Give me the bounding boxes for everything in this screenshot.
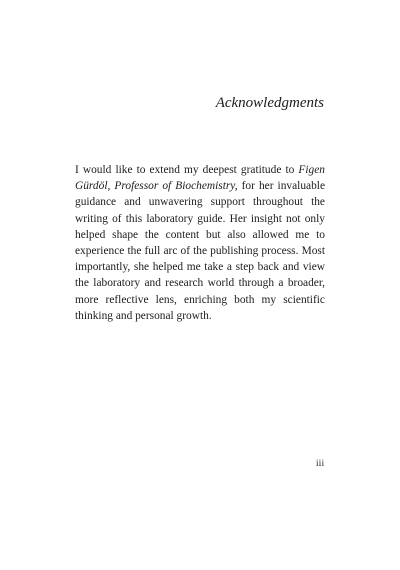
- person-name: Figen Gürdöl,: [75, 164, 325, 193]
- page-title: Acknowledgments: [215, 95, 324, 111]
- page-number: iii: [316, 458, 325, 468]
- paragraph-rest: for her invaluable guidance and unwavering support throughout the writing of this laboratory guide. Her insight not only helped shape the content but also allowed me to experience the full arc of the publishing process. Most importantly, she helped me take a step back and view the laboratory and research world through a broader, more reflective lens, enriching both my scientific thinking and personal growth.: [75, 180, 325, 322]
- paragraph-intro: I would like to extend my deepest gratitude to: [75, 164, 299, 176]
- acknowledgment-paragraph: [75, 162, 325, 324]
- person-role: Professor of Biochemistry,: [114, 180, 238, 193]
